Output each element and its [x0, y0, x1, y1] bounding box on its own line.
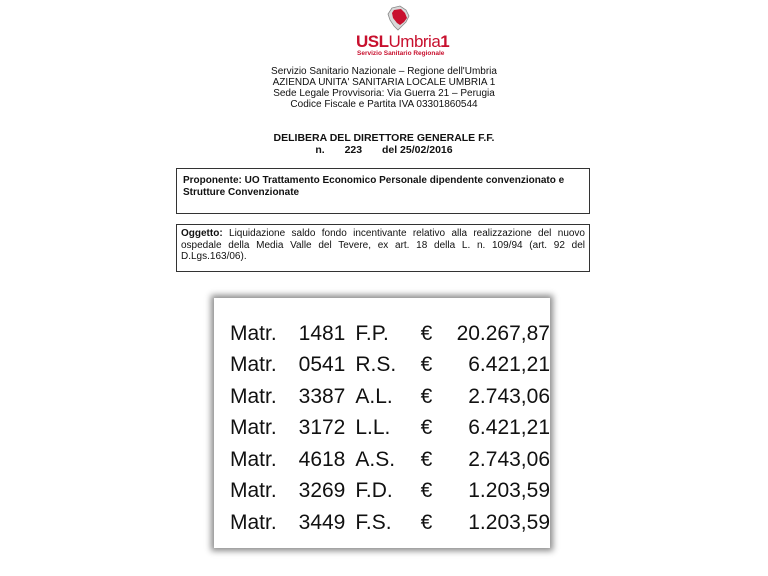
amount: 2.743,06	[468, 447, 550, 471]
matricola-number: 1481	[298, 321, 346, 345]
delibera-number-line	[0, 144, 768, 156]
table-row	[230, 476, 550, 508]
oggetto-label: Oggetto:	[181, 228, 223, 239]
matr-prefix: Matr.	[230, 384, 277, 408]
matr-prefix: Matr.	[230, 447, 277, 471]
currency-symbol: €	[420, 416, 433, 440]
amount: 6.421,21	[468, 416, 550, 440]
logo-name: Umbria	[388, 32, 441, 51]
employee-initials: F.S.	[355, 510, 392, 534]
amount: 20.267,87	[456, 321, 550, 345]
currency-symbol: €	[420, 447, 433, 471]
matr-prefix: Matr.	[230, 510, 277, 534]
header-line: Codice Fiscale e Partita IVA 03301860544	[290, 99, 478, 110]
delibera-title: DELIBERA DEL DIRETTORE GENERALE F.F.	[273, 132, 495, 144]
proponente-text: UO Trattamento Economico Personale dipendente convenzionato e Strutture Convenzionate	[183, 175, 565, 198]
payments-panel	[214, 298, 550, 548]
logo-prefix: USL	[356, 32, 389, 51]
oggetto-text: Liquidazione saldo fondo incentivante relativo alla realizzazione del nuovo ospedale della Media Valle del Tevere, ex art. 18 della L. n. 109/94 (art. 92 del D.Lgs.163/06).	[181, 228, 585, 262]
matr-prefix: Matr.	[230, 416, 277, 440]
proponente-box	[176, 168, 590, 214]
delibera-date: del 25/02/2016	[381, 144, 453, 156]
employee-initials: F.P.	[355, 321, 389, 345]
institution-header	[0, 66, 768, 110]
currency-symbol: €	[420, 479, 433, 503]
logo-number: 1	[440, 32, 450, 51]
currency-symbol: €	[420, 353, 433, 377]
employee-initials: R.S.	[355, 353, 397, 377]
employee-initials: F.D.	[355, 479, 393, 503]
table-row	[230, 507, 550, 539]
table-row	[230, 350, 550, 382]
usl-umbria-logo	[352, 4, 452, 58]
matr-prefix: Matr.	[230, 479, 277, 503]
employee-initials: A.L.	[355, 384, 393, 408]
proponente-label: Proponente:	[183, 175, 242, 186]
delibera-n-label: n.	[315, 144, 325, 156]
table-row	[230, 381, 550, 413]
header-line: Servizio Sanitario Nazionale – Regione dell'Umbria	[271, 66, 497, 77]
amount: 1.203,59	[468, 510, 550, 534]
logo-tagline: Servizio Sanitario Regionale	[357, 50, 445, 57]
logo-wordmark	[356, 32, 449, 52]
amount: 6.421,21	[468, 353, 550, 377]
matricola-number: 3269	[298, 479, 346, 503]
employee-initials: L.L.	[355, 416, 391, 440]
matricola-number: 3172	[298, 416, 346, 440]
matr-prefix: Matr.	[230, 353, 277, 377]
matricola-number: 3387	[298, 384, 346, 408]
employee-initials: A.S.	[355, 447, 396, 471]
currency-symbol: €	[420, 321, 433, 345]
delibera-number: 223	[344, 144, 363, 156]
oggetto-box	[176, 224, 590, 272]
payments-table	[230, 318, 550, 539]
matricola-number: 4618	[298, 447, 346, 471]
table-row	[230, 444, 550, 476]
amount: 1.203,59	[468, 479, 550, 503]
matr-prefix: Matr.	[230, 321, 277, 345]
delibera-title-block	[0, 132, 768, 156]
table-row	[230, 413, 550, 445]
table-row	[230, 318, 550, 350]
currency-symbol: €	[420, 384, 433, 408]
header-line: Sede Legale Provvisoria: Via Guerra 21 – Perugia	[273, 88, 495, 99]
matricola-number: 3449	[298, 510, 346, 534]
header-line: AZIENDA UNITA' SANITARIA LOCALE UMBRIA 1	[272, 77, 496, 88]
matricola-number: 0541	[298, 353, 346, 377]
amount: 2.743,06	[468, 384, 550, 408]
currency-symbol: €	[420, 510, 433, 534]
